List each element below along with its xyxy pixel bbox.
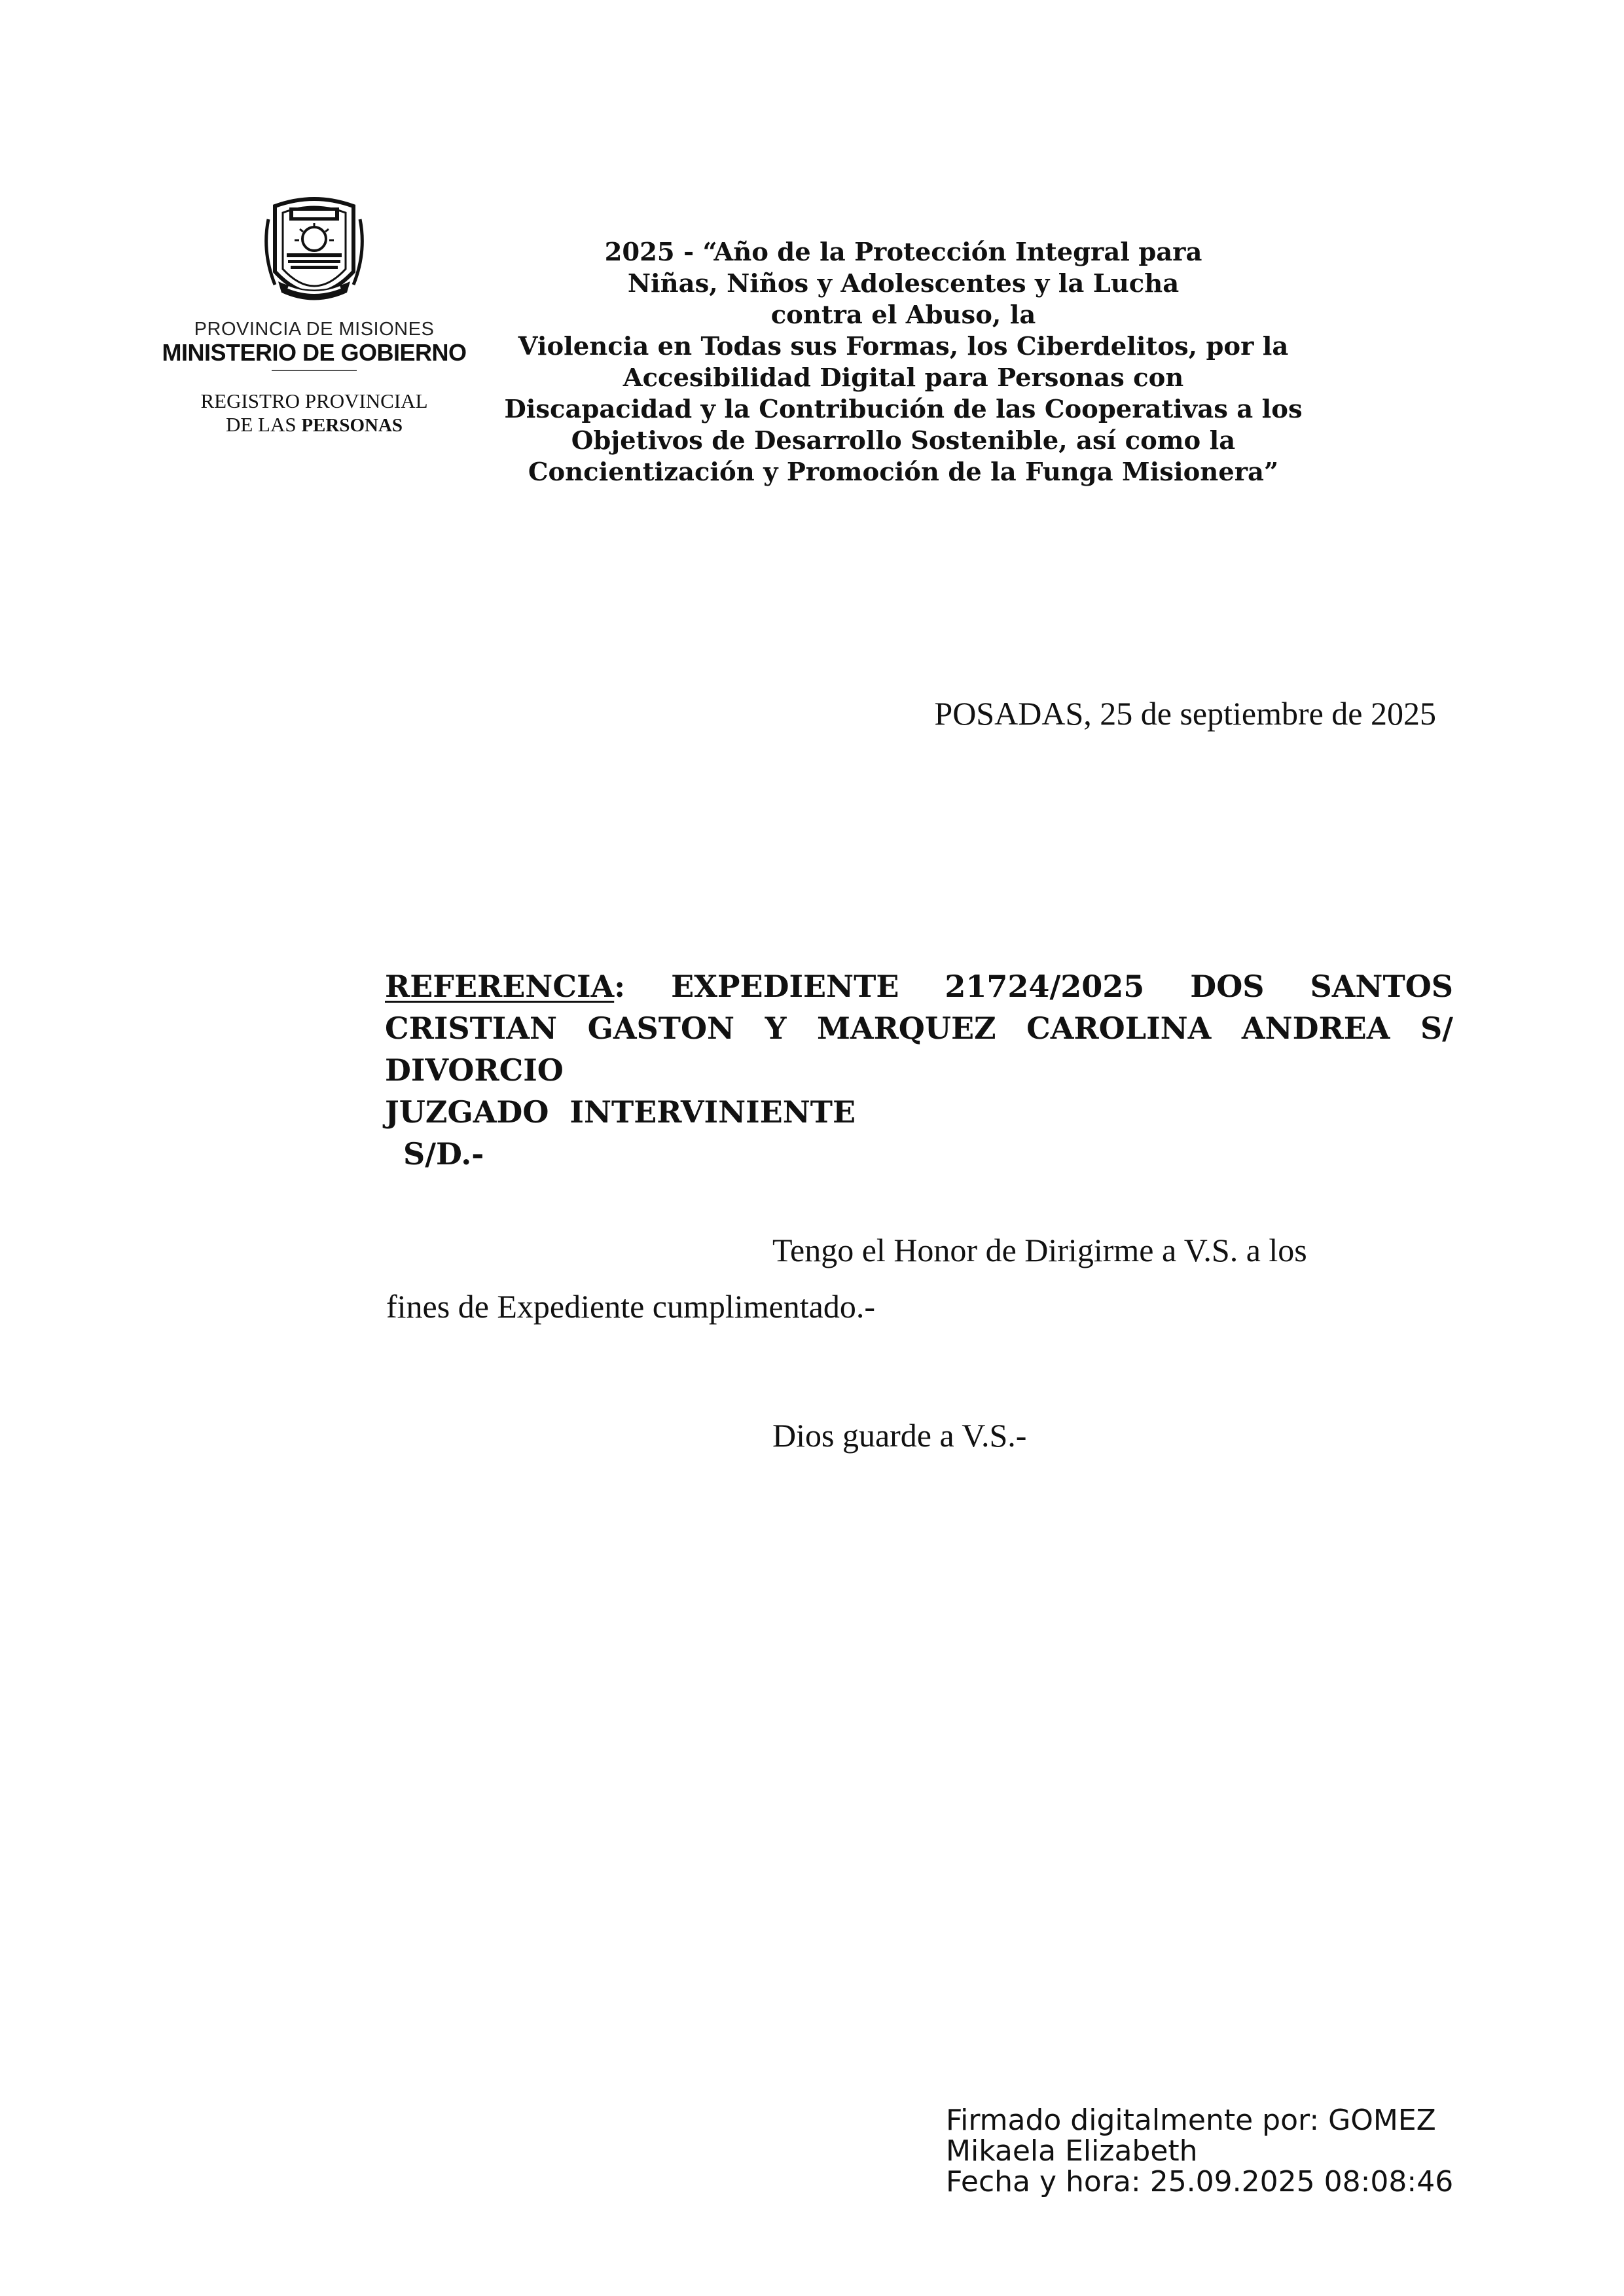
- motto-line: Concientización y Promoción de la Funga Misionera”: [528, 457, 1279, 487]
- registry-name: [157, 389, 471, 437]
- motto-line: Objetivos de Desarrollo Sostenible, así como la: [571, 426, 1236, 456]
- provincial-seal-icon: [249, 193, 380, 317]
- reference-label-group: REFERENCIA:: [385, 965, 625, 1007]
- reference-word: MARQUEZ: [816, 1011, 996, 1046]
- logo-divider: [272, 370, 357, 371]
- reference-line-1: [385, 965, 1453, 1007]
- motto-line: 2025 - “Año de la Protección Integral para: [604, 238, 1202, 267]
- year-motto: [471, 237, 1335, 488]
- body-paragraph-line-2: fines de Expediente cumplimentado.-: [386, 1288, 875, 1325]
- motto-line: Niñas, Niños y Adolescentes y la Lucha: [627, 269, 1180, 298]
- reference-word: GASTON: [587, 1011, 735, 1046]
- reference-line-5: S/D.-: [403, 1136, 484, 1172]
- body-paragraph-line-1: Tengo el Honor de Dirigirme a V.S. a los: [772, 1232, 1307, 1268]
- digital-signature: [946, 2105, 1453, 2197]
- reference-word: SANTOS: [1310, 969, 1453, 1004]
- registry-line-2: [157, 413, 471, 437]
- reference-word: DOS: [1190, 969, 1265, 1004]
- motto-line: Violencia en Todas sus Formas, los Ciberdelitos, por la: [518, 332, 1289, 361]
- motto-line: Accesibilidad Digital para Personas con: [623, 363, 1184, 393]
- closing-line: Dios guarde a V.S.-: [772, 1417, 1027, 1454]
- reference-word: CAROLINA: [1026, 1011, 1212, 1046]
- province-name: PROVINCIA DE MISIONES: [194, 319, 435, 340]
- reference-line-2: [385, 1007, 1453, 1049]
- reference-line-3: DIVORCIO: [385, 1052, 564, 1088]
- reference-word: CRISTIAN: [385, 1011, 558, 1046]
- reference-word: EXPEDIENTE: [671, 969, 899, 1004]
- motto-line: contra el Abuso, la: [770, 300, 1036, 330]
- place-date-line: POSADAS, 25 de septiembre de 2025: [934, 695, 1436, 732]
- reference-line-4: JUZGADO INTERVINIENTE: [385, 1094, 856, 1130]
- letterhead-logo-block: [157, 193, 471, 437]
- reference-word: S/: [1420, 1011, 1453, 1046]
- reference-word: Y: [765, 1011, 787, 1046]
- registry-line-2-bold: PERSONAS: [301, 415, 403, 436]
- reference-label: REFERENCIA: [385, 969, 615, 1004]
- signature-line-3: Fecha y hora: 25.09.2025 08:08:46: [946, 2165, 1454, 2198]
- registry-line-1: REGISTRO PROVINCIAL: [200, 389, 428, 412]
- reference-word: 21724/2025: [945, 969, 1145, 1004]
- ministry-name: MINISTERIO DE GOBIERNO: [162, 339, 467, 366]
- signature-line-1: Firmado digitalmente por: GOMEZ: [946, 2104, 1436, 2137]
- reference-word: ANDREA: [1241, 1011, 1390, 1046]
- reference-block: [385, 965, 1453, 1175]
- registry-line-2-prefix: DE LAS: [225, 413, 297, 436]
- signature-line-2: Mikaela Elizabeth: [946, 2134, 1198, 2168]
- motto-line: Discapacidad y la Contribución de las Cooperativas a los: [504, 395, 1303, 424]
